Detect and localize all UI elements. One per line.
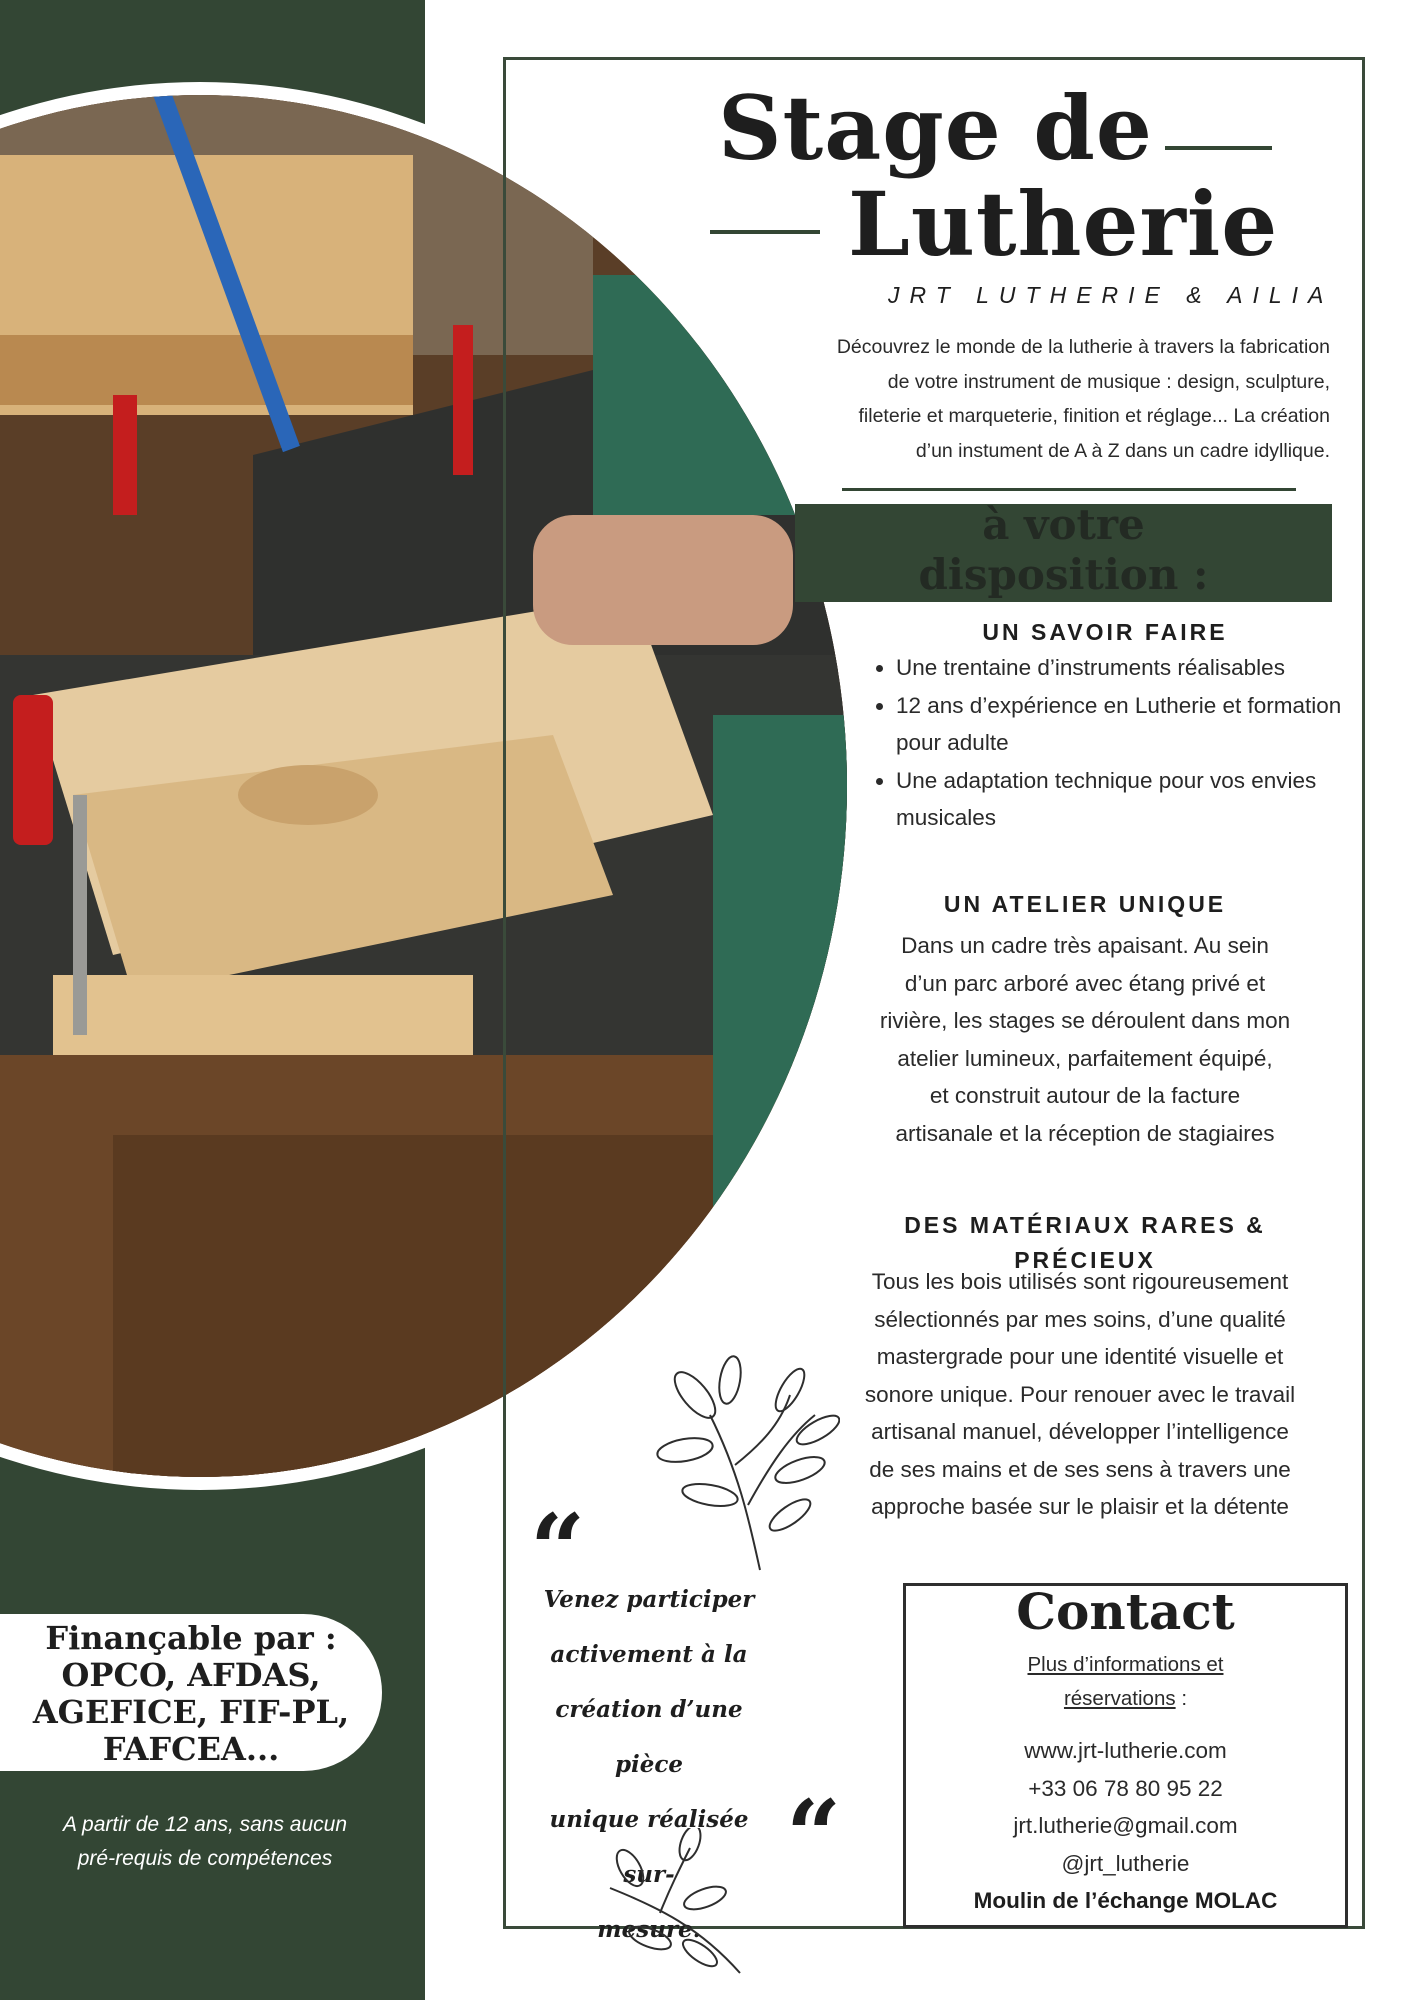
page-title-line1: Stage de: [718, 76, 1153, 180]
materiaux-line: Tous les bois utilisés sont rigoureusement: [871, 1269, 1289, 1294]
social-handle[interactable]: @jrt_lutherie: [1061, 1850, 1190, 1876]
intro-divider: [842, 488, 1296, 491]
materiaux-line: sélectionnés par mes soins, d’une qualité: [874, 1306, 1286, 1332]
title-dash-right: [1165, 146, 1272, 150]
website-link[interactable]: www.jrt-lutherie.com: [1024, 1738, 1227, 1763]
atelier-line: Dans un cadre très apaisant. Au sein: [901, 933, 1269, 958]
atelier-line: d’un parc arboré avec étang privé et: [904, 970, 1266, 996]
list-item: • 12 ans d’expérience en Lutherie et formation pour adulte: [896, 687, 1366, 762]
email-link[interactable]: jrt.lutherie@gmail.com: [1013, 1813, 1238, 1838]
contact-info-link[interactable]: [903, 1648, 1348, 1716]
close-quote-icon: “: [786, 1779, 842, 1892]
intro-line: Découvrez le monde de la lutherie à travers la fabrication: [836, 336, 1330, 358]
contact-info-link-line2[interactable]: réservations: [1063, 1687, 1176, 1710]
quote-line: mesure.: [597, 1916, 701, 1943]
intro-line: de votre instrument de musique : design, sculpture,: [887, 370, 1330, 393]
materiaux-line: de ses mains et de ses sens à travers une: [869, 1456, 1291, 1482]
quote-line: création d’une pièce: [555, 1696, 743, 1778]
contact-details: [903, 1732, 1348, 1920]
intro-paragraph: [742, 330, 1330, 468]
materiaux-paragraph: [820, 1263, 1340, 1526]
contact-title: Contact: [1016, 1582, 1235, 1641]
materiaux-heading-line2: PRÉCIEUX: [1014, 1247, 1156, 1273]
materiaux-line: mastergrade pour une identité visuelle et: [876, 1344, 1284, 1369]
intro-line: d’un instument de A à Z dans un cadre idyllique.: [915, 439, 1330, 462]
funding-line: OPCO, AFDAS,: [61, 1656, 321, 1694]
atelier-line: atelier lumineux, parfaitement équipé,: [897, 1045, 1273, 1071]
quote-line: activement à la: [550, 1641, 748, 1668]
savoir-faire-heading: UN SAVOIR FAIRE: [982, 619, 1228, 645]
age-requirement-note: [28, 1808, 382, 1876]
materiaux-heading-line1: DES MATÉRIAUX RARES &: [904, 1212, 1266, 1238]
funding-line: AGEFICE, FIF-PL,: [32, 1693, 350, 1731]
disposition-heading: [795, 500, 1332, 600]
funding-text: [0, 1620, 382, 1768]
page-subtitle: JRT LUTHERIE & AILIA: [888, 282, 1334, 308]
atelier-paragraph: [840, 927, 1330, 1152]
intro-line: fileterie et marqueterie, finition et réglage... La création: [858, 405, 1330, 427]
age-note-line: pré-requis de compétences: [77, 1847, 333, 1870]
funding-line: Finançable par :: [45, 1619, 337, 1657]
materiaux-line: sonore unique. Pour renouer avec le travail: [864, 1381, 1296, 1407]
leaf-sprig-icon: [640, 1355, 840, 1575]
quote-line: Venez participer: [543, 1586, 755, 1613]
page-title-line2: Lutherie: [848, 172, 1279, 276]
atelier-line: et construit autour de la facture: [929, 1083, 1241, 1108]
title-dash-left: [710, 230, 820, 234]
list-item: • Une trentaine d’instruments réalisables: [896, 649, 1366, 687]
age-note-line: A partir de 12 ans, sans aucun: [62, 1813, 348, 1836]
list-item: • Une adaptation technique pour vos envies musicales: [896, 762, 1366, 837]
contact-info-link-line1[interactable]: Plus d’informations et: [1027, 1653, 1224, 1676]
disposition-line1: à votre: [982, 500, 1145, 549]
disposition-line2: disposition :: [918, 550, 1209, 599]
materiaux-line: approche basée sur le plaisir et la détente: [871, 1494, 1289, 1519]
leaf-branch-icon: [600, 1828, 750, 1978]
atelier-heading: UN ATELIER UNIQUE: [943, 891, 1227, 917]
funding-line: FAFCEA...: [102, 1730, 280, 1768]
phone-number[interactable]: +33 06 78 80 95 22: [1028, 1775, 1223, 1801]
savoir-faire-list: [868, 649, 1366, 837]
atelier-line: artisanale et la réception de stagiaires: [895, 1120, 1275, 1146]
atelier-line: rivière, les stages se déroulent dans mon: [879, 1008, 1291, 1033]
quote-line: unique réalisée sur-: [549, 1806, 749, 1888]
materiaux-line: artisanal manuel, développer l’intelligence: [871, 1419, 1289, 1444]
contact-info-suffix: :: [1175, 1687, 1188, 1710]
open-quote-icon: “: [530, 1493, 586, 1606]
address: Moulin de l’échange MOLAC: [973, 1888, 1278, 1913]
